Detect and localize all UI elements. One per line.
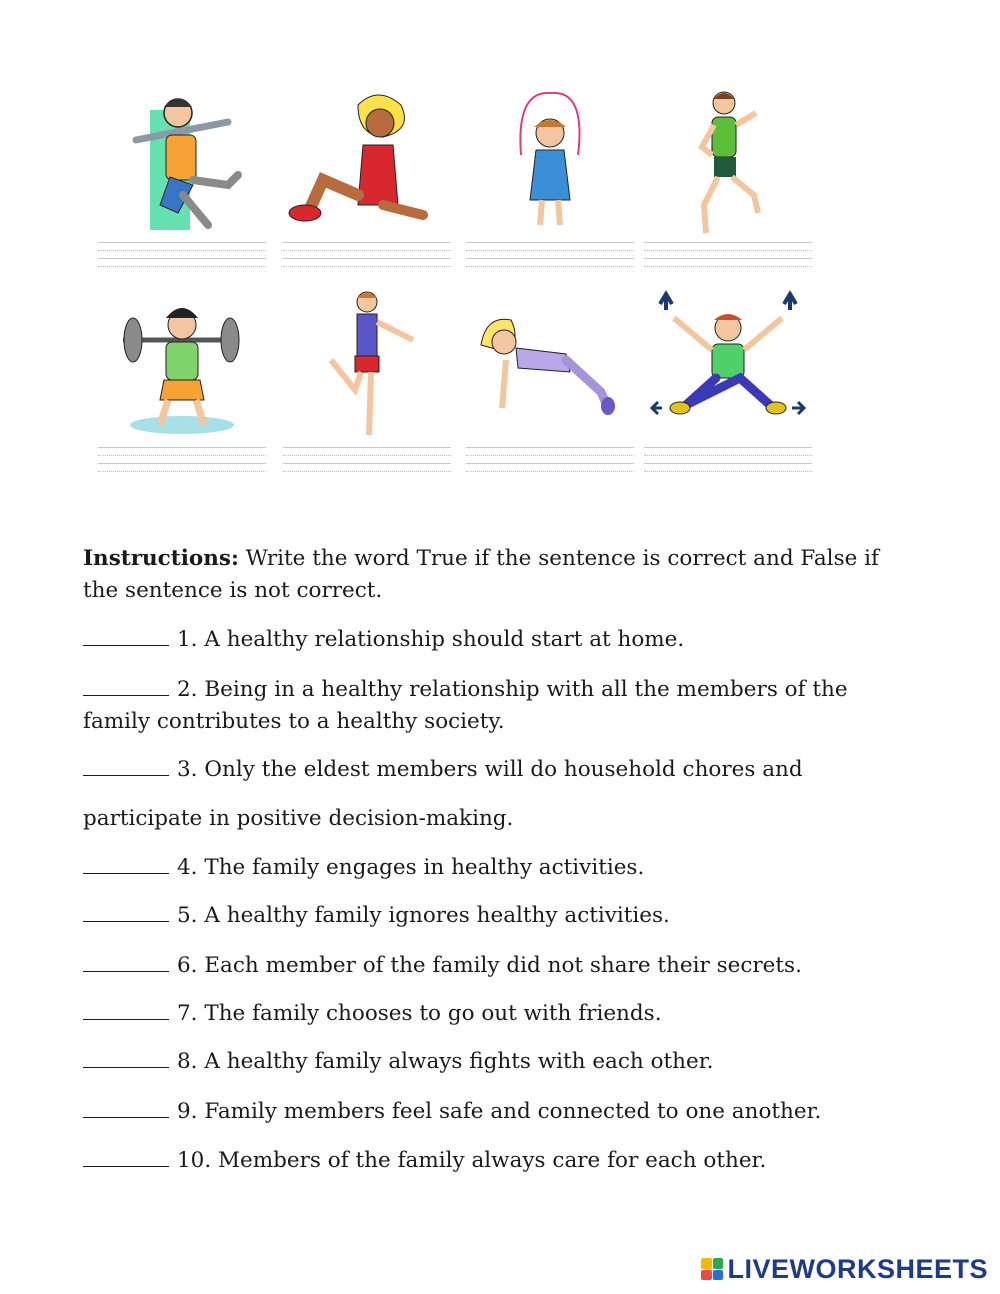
figure-pull-up	[98, 85, 266, 267]
answer-blank-3[interactable]	[83, 755, 169, 776]
liveworksheets-logo[interactable]	[701, 1252, 988, 1286]
answer-blank-2[interactable]	[83, 675, 169, 696]
answer-blank-4[interactable]	[83, 853, 169, 874]
answer-blank-1[interactable]	[83, 625, 169, 646]
question-text: Each member of the family did not share their secrets.	[204, 953, 802, 978]
question-number: 2.	[177, 677, 198, 702]
question-9	[83, 1096, 898, 1128]
question-number: 9.	[177, 1099, 198, 1124]
question-10	[83, 1145, 898, 1177]
exercise-figures	[98, 85, 818, 480]
figure-sit-up	[283, 85, 451, 267]
question-text: The family chooses to go out with friends.	[204, 1001, 662, 1026]
question-number: 6.	[177, 953, 198, 978]
question-number: 1.	[177, 627, 198, 652]
question-number: 8.	[177, 1049, 198, 1074]
question-7	[83, 998, 898, 1030]
question-number: 4.	[177, 855, 198, 880]
question-number: 5.	[177, 903, 198, 928]
answer-blank-6[interactable]	[83, 951, 169, 972]
figure-jumping-jack	[644, 290, 812, 472]
question-3	[83, 754, 898, 786]
question-8	[83, 1046, 898, 1078]
question-5	[83, 900, 898, 932]
question-number: 7.	[177, 1001, 198, 1026]
instructions-text: Write the word True if the sentence is correct and False if the sentence is not correct.	[83, 546, 879, 603]
figure-push-up	[466, 290, 634, 472]
question-text: Only the eldest members will do household chores and	[204, 757, 803, 782]
figure-running	[644, 85, 812, 267]
instructions	[83, 543, 898, 607]
question-text: Family members feel safe and connected to one another.	[204, 1099, 822, 1124]
question-1	[83, 624, 898, 656]
question-number: 3.	[177, 757, 198, 782]
question-text: A healthy family ignores healthy activities.	[204, 903, 670, 928]
answer-blank-9[interactable]	[83, 1097, 169, 1118]
logo-text: LIVEWORKSHEETS	[727, 1253, 988, 1284]
question-text: participate in positive decision-making.	[83, 806, 514, 831]
figure-squat	[98, 290, 266, 472]
question-6	[83, 950, 898, 982]
question-text: Being in a healthy relationship with all the members of the family contributes to a healthy society.	[83, 677, 848, 734]
instructions-label: Instructions:	[83, 546, 239, 571]
question-2	[83, 674, 898, 738]
answer-blank-10[interactable]	[83, 1146, 169, 1167]
question-4	[83, 852, 898, 884]
answer-blank-5[interactable]	[83, 901, 169, 922]
question-text: A healthy family always fights with each other.	[204, 1049, 714, 1074]
question-3-continued	[83, 803, 898, 835]
question-number: 10.	[177, 1148, 212, 1173]
question-text: A healthy relationship should start at home.	[204, 627, 685, 652]
logo-mark-icon	[701, 1258, 723, 1280]
answer-blank-8[interactable]	[83, 1047, 169, 1068]
question-text: Members of the family always care for each other.	[218, 1148, 767, 1173]
question-text: The family engages in healthy activities.	[204, 855, 645, 880]
figure-jump-rope	[466, 85, 634, 267]
figure-leg-stretch	[283, 290, 451, 472]
answer-blank-7[interactable]	[83, 999, 169, 1020]
